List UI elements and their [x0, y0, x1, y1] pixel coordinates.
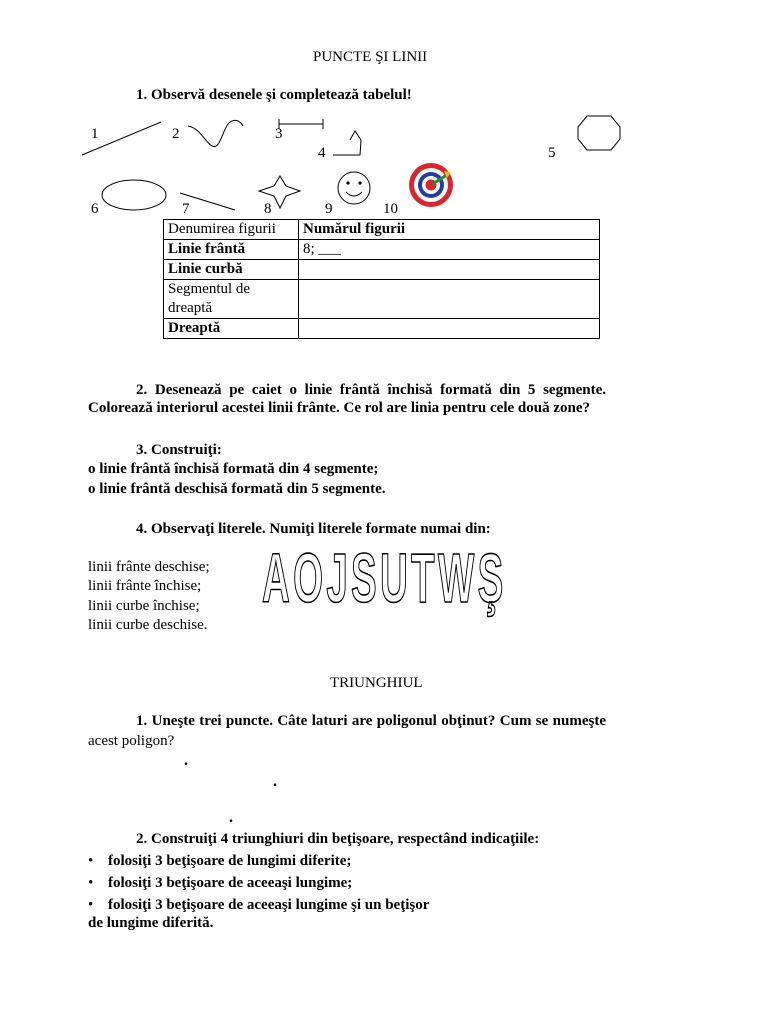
- table-cell-value[interactable]: 8; ___: [299, 240, 600, 260]
- table-cell-name: Dreaptă: [164, 319, 299, 339]
- table-header-row: [164, 220, 600, 240]
- table-header-name: Denumirea figurii: [164, 220, 299, 240]
- list-item: • folosiţi 3 beţişoare de lungimi diferite;: [88, 850, 429, 872]
- figure-5-octagon: [578, 116, 620, 150]
- figure-2-curve: [188, 120, 243, 146]
- figure-8-star: [259, 176, 300, 208]
- exercise-3-item: o linie frântă deschisă formată din 5 segmente.: [88, 481, 386, 497]
- triangle-exercise-2-instruction: 2. Construiţi 4 triunghiuri din beţişoare, respectând indicaţiile:: [136, 831, 540, 847]
- table-cell-value[interactable]: [299, 280, 600, 319]
- figure-1-line: [82, 122, 161, 155]
- table-cell-name: Segmentul de dreaptă: [164, 280, 299, 319]
- triangle-exercise-1-line-2: acest poligon?: [88, 733, 175, 749]
- figure-number-3: 3: [275, 126, 283, 142]
- list-item: • folosiţi 3 beţişoare de aceeaşi lungime;: [88, 872, 429, 894]
- figure-7-line: [180, 193, 235, 210]
- table-row: [164, 260, 600, 280]
- figure-10-target: [409, 163, 453, 207]
- figure-number-7: 7: [182, 201, 190, 217]
- exercise-2-line-1: 2. Desenează pe caiet o linie frântă închisă formată din 5 segmente.: [136, 382, 606, 398]
- exercise-4-item: linii frânte deschise;: [88, 559, 210, 575]
- figure-number-6: 6: [91, 201, 99, 217]
- point-b: .: [273, 773, 277, 790]
- triangle-exercise-2-list: [88, 850, 429, 916]
- exercise-3-title: 3. Construiţi:: [136, 442, 222, 458]
- section-title-triangle: TRIUNGHIUL: [330, 675, 423, 691]
- exercise-4-item: linii curbe deschise.: [88, 617, 208, 633]
- figure-9-smiley: [338, 172, 370, 204]
- figures-drawing: [0, 0, 768, 230]
- figure-number-8: 8: [264, 201, 272, 217]
- exercise-3-item: o linie frântă închisă formată din 4 segmente;: [88, 461, 379, 477]
- page-title: PUNCTE ŞI LINII: [313, 49, 428, 65]
- exercise-1-instruction: 1. Observă desenele şi completează tabelul!: [136, 87, 412, 103]
- table-row: [164, 319, 600, 339]
- table-cell-value[interactable]: [299, 319, 600, 339]
- exercise-2-line-2: Colorează interiorul acestei linii frânte. Ce rol are linia pentru cele două zone?: [88, 400, 590, 416]
- triangle-exercise-2-tail: de lungime diferită.: [88, 915, 214, 931]
- point-a: .: [184, 752, 188, 769]
- outlined-letters: AOJSUTWŞ: [262, 539, 507, 617]
- figures-table: [163, 219, 600, 339]
- table-cell-name: Linie curbă: [164, 260, 299, 280]
- figure-number-5: 5: [548, 145, 556, 161]
- table-header-number: Numărul figurii: [299, 220, 600, 240]
- table-row: [164, 240, 600, 260]
- table-row: [164, 280, 600, 319]
- triangle-exercise-1-line-1: 1. Uneşte trei puncte. Câte laturi are poligonul obţinut? Cum se numeşte: [136, 713, 606, 729]
- figure-4-broken-line: [333, 131, 361, 155]
- figure-number-10: 10: [383, 201, 398, 217]
- exercise-4-instruction: 4. Observaţi literele. Numiţi literele formate numai din:: [136, 521, 491, 537]
- point-c: .: [229, 809, 233, 826]
- figure-number-2: 2: [172, 126, 180, 142]
- list-item: • folosiţi 3 beţişoare de aceeaşi lungime şi un beţişor: [88, 894, 429, 916]
- figure-6-ellipse: [102, 180, 166, 210]
- figure-number-4: 4: [318, 145, 326, 161]
- exercise-4-item: linii curbe închise;: [88, 598, 200, 614]
- figure-number-9: 9: [325, 201, 333, 217]
- exercise-4-item: linii frânte închise;: [88, 578, 202, 594]
- figure-number-1: 1: [91, 126, 99, 142]
- table-cell-name: Linie frântă: [164, 240, 299, 260]
- table-cell-value[interactable]: [299, 260, 600, 280]
